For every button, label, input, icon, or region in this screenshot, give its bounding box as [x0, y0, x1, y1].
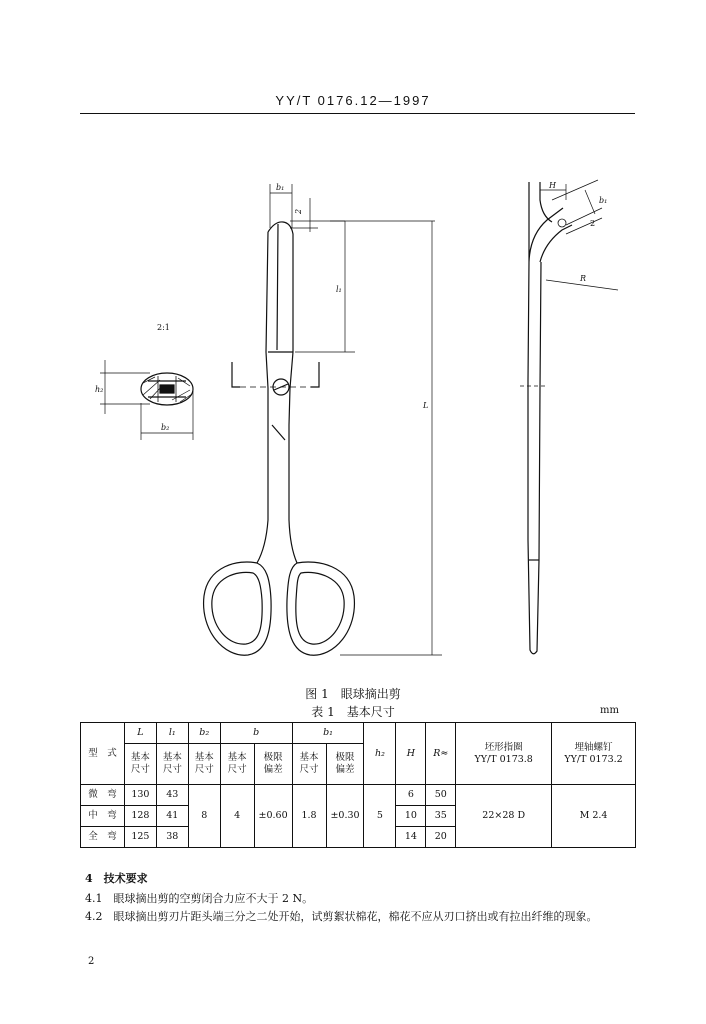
- cell-b1-basic: 1.8: [292, 785, 326, 848]
- cell-model: 微 弯: [81, 785, 125, 806]
- label-two-side: 2: [590, 219, 596, 228]
- cell-model: 全 弯: [81, 827, 125, 848]
- header-model: 型 式: [81, 723, 125, 785]
- standard-number-header: YY/T 0176.12—1997: [275, 93, 431, 108]
- cell-l1: 41: [156, 806, 188, 827]
- cell-b2: 8: [188, 785, 220, 848]
- cell-R: 20: [426, 827, 456, 848]
- label-R: R: [580, 274, 587, 283]
- cell-b1-tol: ±0.30: [326, 785, 364, 848]
- figure-caption: 图 1 眼球摘出剪: [305, 687, 401, 701]
- header-b1: b₁: [292, 723, 364, 744]
- cell-l1: 43: [156, 785, 188, 806]
- label-b2: b₂: [161, 423, 170, 432]
- table-unit: mm: [600, 705, 619, 716]
- cell-screw: M 2.4: [552, 785, 636, 848]
- header-basic: 基本 尺寸: [124, 744, 156, 785]
- header-basic: 基本 尺寸: [188, 744, 220, 785]
- cell-blank: 22×28 D: [456, 785, 552, 848]
- cell-L: 128: [124, 806, 156, 827]
- header-H: H: [396, 723, 426, 785]
- cell-L: 130: [124, 785, 156, 806]
- requirement-4-2: 4.2 眼球摘出剪刃片距头端三分之二处开始，试剪絮状棉花，棉花不应从刃口挤出或有拉出纤维的现象。: [85, 910, 598, 923]
- header-R: R≈: [426, 723, 456, 785]
- cell-R: 50: [426, 785, 456, 806]
- section-view: [100, 360, 193, 440]
- header-h2: h₂: [364, 723, 396, 785]
- cell-H: 10: [396, 806, 426, 827]
- cell-model: 中 弯: [81, 806, 125, 827]
- header-screw: 埋轴螺钉 YY/T 0173.2: [552, 723, 636, 785]
- label-H: H: [549, 181, 556, 190]
- cell-h2: 5: [364, 785, 396, 848]
- cell-H: 14: [396, 827, 426, 848]
- header-b2: b₂: [188, 723, 220, 744]
- label-b1: b₁: [276, 183, 285, 192]
- header-L: L: [124, 723, 156, 744]
- header-l1: l₁: [156, 723, 188, 744]
- label-L: L: [423, 401, 429, 410]
- left-ring: [204, 562, 272, 655]
- header-b: b: [220, 723, 292, 744]
- label-h2: h₂: [95, 385, 104, 394]
- section-title: 4 技术要求: [85, 872, 148, 885]
- side-view: [520, 180, 618, 654]
- cell-L: 125: [124, 827, 156, 848]
- header-basic: 基本 尺寸: [220, 744, 254, 785]
- label-two-top: 2: [294, 208, 303, 214]
- blade-outline: [257, 222, 297, 563]
- header-tolerance: 极限 偏差: [326, 744, 364, 785]
- dimensions-table: [80, 722, 636, 848]
- cell-R: 35: [426, 806, 456, 827]
- header-basic: 基本 尺寸: [292, 744, 326, 785]
- cell-l1: 38: [156, 827, 188, 848]
- requirement-4-1: 4.1 眼球摘出剪的空剪闭合力应不大于 2 N。: [85, 892, 314, 905]
- cell-b-tol: ±0.60: [254, 785, 292, 848]
- cell-H: 6: [396, 785, 426, 806]
- cell-b-basic: 4: [220, 785, 254, 848]
- header-blank: 坯形指圈 YY/T 0173.8: [456, 723, 552, 785]
- header-basic: 基本 尺寸: [156, 744, 188, 785]
- table-title: 表 1 基本尺寸: [311, 705, 395, 719]
- label-b1-side: b₁: [599, 196, 608, 205]
- page-number: 2: [88, 956, 95, 967]
- table-row: [81, 785, 636, 806]
- header-tolerance: 极限 偏差: [254, 744, 292, 785]
- label-l1: l₁: [336, 285, 342, 294]
- label-scale: 2:1: [157, 323, 170, 332]
